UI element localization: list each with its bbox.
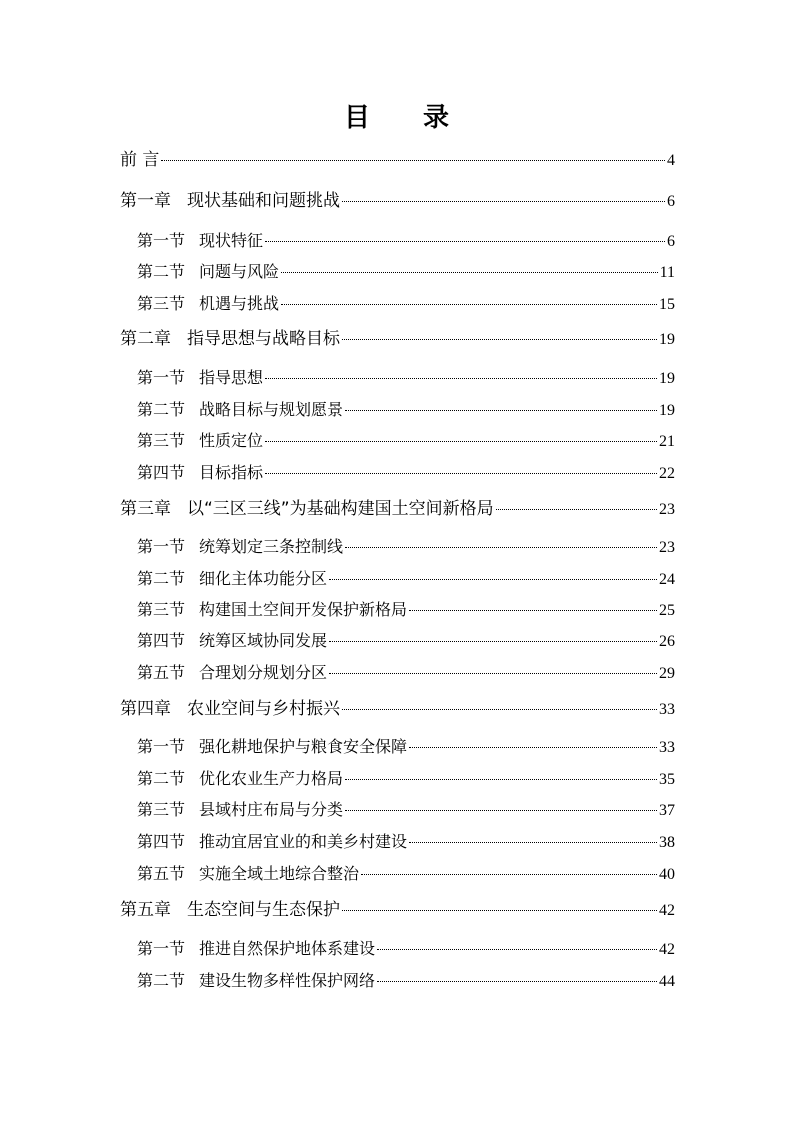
toc-entry-number: 第一节 <box>137 537 186 556</box>
toc-page-number: 37 <box>659 802 675 819</box>
toc-entry-label <box>137 937 375 961</box>
toc-entry-number: 第五节 <box>137 663 186 682</box>
toc-section-entry[interactable] <box>137 229 675 253</box>
toc-entry-title: 构建国土空间开发保护新格局 <box>199 600 408 619</box>
toc-page-number: 15 <box>659 296 675 313</box>
dot-leader <box>342 338 657 340</box>
toc-entry-title: 农业空间与乡村振兴 <box>187 699 340 719</box>
toc-chapter-entry[interactable] <box>120 898 675 922</box>
toc-section-entry[interactable] <box>137 292 675 316</box>
toc-entry-number: 第五章 <box>120 900 171 920</box>
toc-page-number: 25 <box>659 602 675 619</box>
toc-entry-label <box>137 398 343 422</box>
dot-leader <box>265 440 657 442</box>
toc-chapter-entry[interactable] <box>120 497 675 521</box>
toc-entry-number: 第二章 <box>120 329 171 349</box>
dot-leader <box>265 377 657 379</box>
toc-page-number: 33 <box>659 739 675 756</box>
dot-leader <box>345 778 657 780</box>
dot-leader <box>361 873 657 875</box>
toc-chapter-entry[interactable] <box>120 189 675 213</box>
toc-entry-title: 推进自然保护地体系建设 <box>199 939 376 958</box>
toc-entry-title: 性质定位 <box>199 431 264 450</box>
toc-entry-number: 第二节 <box>137 971 186 990</box>
toc-entry-label <box>137 260 279 284</box>
toc-entry-label <box>137 735 407 759</box>
dot-leader <box>409 841 657 843</box>
dot-leader <box>342 909 657 911</box>
toc-entry-title: 合理划分规划分区 <box>199 663 328 682</box>
toc-entry-label <box>120 697 340 721</box>
toc-entry-number: 第一节 <box>137 939 186 958</box>
toc-section-entry[interactable] <box>137 567 675 591</box>
toc-section-entry[interactable] <box>137 398 675 422</box>
toc-entry-number: 第三节 <box>137 800 186 819</box>
toc-entry-number: 第二节 <box>137 569 186 588</box>
dot-leader <box>161 159 665 161</box>
toc-page-number: 33 <box>659 701 675 718</box>
toc-page-number: 19 <box>659 370 675 387</box>
toc-section-entry[interactable] <box>137 735 675 759</box>
dot-leader <box>345 546 657 548</box>
toc-section-entry[interactable] <box>137 535 675 559</box>
toc-entry-label <box>137 567 327 591</box>
toc-entry-number: 第一节 <box>137 231 186 250</box>
toc-chapter-entry[interactable] <box>120 148 675 172</box>
toc-entry-title: 建设生物多样性保护网络 <box>199 971 376 990</box>
toc-section-entry[interactable] <box>137 366 675 390</box>
toc-entry-label <box>137 969 375 993</box>
toc-entry-title: 细化主体功能分区 <box>199 569 328 588</box>
toc-entry-number: 第三节 <box>137 431 186 450</box>
toc-page-number: 11 <box>659 264 675 281</box>
toc-entry-number: 第五节 <box>137 864 186 883</box>
toc-section-entry[interactable] <box>137 260 675 284</box>
toc-entry-label <box>137 661 327 685</box>
dot-leader <box>342 200 665 202</box>
toc-page-number: 42 <box>659 902 675 919</box>
toc-section-entry[interactable] <box>137 830 675 854</box>
dot-leader <box>496 508 657 510</box>
toc-entry-title: 强化耕地保护与粮食安全保障 <box>199 737 408 756</box>
toc-entry-label <box>137 767 343 791</box>
toc-entry-title: 县域村庄布局与分类 <box>199 800 344 819</box>
dot-leader <box>409 609 657 611</box>
dot-leader <box>342 708 657 710</box>
toc-page-number: 6 <box>667 193 675 210</box>
toc-page-number: 4 <box>667 152 675 169</box>
toc-entry-number: 第四章 <box>120 699 171 719</box>
toc-page-number: 38 <box>659 834 675 851</box>
toc-page-number: 26 <box>659 633 675 650</box>
dot-leader <box>345 409 657 411</box>
toc-page-number: 21 <box>659 433 675 450</box>
toc-entry-number: 第三节 <box>137 600 186 619</box>
toc-section-entry[interactable] <box>137 798 675 822</box>
toc-entry-label <box>137 535 343 559</box>
toc-entry-title: 优化农业生产力格局 <box>199 769 344 788</box>
toc-entry-number: 第一节 <box>137 368 186 387</box>
toc-page-number: 19 <box>659 331 675 348</box>
toc-entry-number: 第四节 <box>137 832 186 851</box>
toc-page-number: 35 <box>659 771 675 788</box>
toc-page-number: 6 <box>667 233 675 250</box>
toc-chapter-entry[interactable] <box>120 697 675 721</box>
toc-entry-title: 统筹划定三条控制线 <box>199 537 344 556</box>
toc-entry-number: 第二节 <box>137 769 186 788</box>
toc-page-number: 23 <box>659 501 675 518</box>
toc-section-entry[interactable] <box>137 461 675 485</box>
toc-entry-label <box>137 461 263 485</box>
toc-section-entry[interactable] <box>137 862 675 886</box>
toc-section-entry[interactable] <box>137 598 675 622</box>
toc-entry-title: 实施全域土地综合整治 <box>199 864 360 883</box>
toc-entry-label <box>137 629 327 653</box>
toc-entry-title: 问题与风险 <box>199 262 280 281</box>
toc-page-number: 24 <box>659 571 675 588</box>
toc-entry-label <box>137 798 343 822</box>
dot-leader <box>281 271 658 273</box>
dot-leader <box>329 672 657 674</box>
toc-entry-title: 战略目标与规划愿景 <box>199 400 344 419</box>
toc-page-number: 44 <box>659 973 675 990</box>
toc-entry-number: 第三章 <box>120 499 171 519</box>
toc-entry-number: 第三节 <box>137 294 186 313</box>
toc-entry-title: 目标指标 <box>199 463 264 482</box>
toc-page-number: 40 <box>659 866 675 883</box>
toc-section-entry[interactable] <box>137 429 675 453</box>
toc-entry-number: 第四节 <box>137 463 186 482</box>
toc-entry-title: 机遇与挑战 <box>199 294 280 313</box>
page-title: 目 录 <box>343 103 472 133</box>
toc-entry-label <box>120 189 340 213</box>
toc-entry-title: 以“三区三线”为基础构建国土空间新格局 <box>187 499 494 519</box>
toc-entry-title: 现状基础和问题挑战 <box>187 191 340 211</box>
toc-section-entry[interactable] <box>137 767 675 791</box>
toc-entry-label <box>137 598 407 622</box>
toc-entry-label <box>137 292 279 316</box>
toc-entry-label <box>120 898 340 922</box>
toc-section-entry[interactable] <box>137 661 675 685</box>
toc-page-number: 22 <box>659 465 675 482</box>
toc-entry-title: 统筹区域协同发展 <box>199 631 328 650</box>
toc-entry-label <box>137 366 263 390</box>
toc-entry-number: 第四节 <box>137 631 186 650</box>
toc-entry-title: 生态空间与生态保护 <box>187 900 340 920</box>
toc-page-number: 42 <box>659 941 675 958</box>
toc-entry-number: 第一章 <box>120 191 171 211</box>
toc-entry-title: 推动宜居宜业的和美乡村建设 <box>199 832 408 851</box>
toc-entry-number: 第二节 <box>137 262 186 281</box>
toc-page-number: 29 <box>659 665 675 682</box>
dot-leader <box>377 948 657 950</box>
dot-leader <box>329 640 657 642</box>
dot-leader <box>409 746 657 748</box>
toc-entry-label <box>120 497 494 521</box>
toc-entry-label <box>137 862 359 886</box>
toc-entry-label <box>137 830 407 854</box>
toc-entry-label <box>120 148 159 172</box>
toc-entry-title: 指导思想 <box>199 368 264 387</box>
dot-leader <box>265 240 665 242</box>
toc-entry-label <box>137 429 263 453</box>
dot-leader <box>281 303 657 305</box>
toc-page-number: 19 <box>659 402 675 419</box>
toc-section-entry[interactable] <box>137 629 675 653</box>
toc-entry-number: 第一节 <box>137 737 186 756</box>
toc-section-entry[interactable] <box>137 969 675 993</box>
toc-entry-label <box>137 229 263 253</box>
dot-leader <box>265 472 657 474</box>
toc-chapter-entry[interactable] <box>120 327 675 351</box>
dot-leader <box>377 980 657 982</box>
toc-entry-label <box>120 327 340 351</box>
toc-entry-number: 前 言 <box>120 150 160 170</box>
toc-entry-title: 现状特征 <box>199 231 264 250</box>
toc-entry-number: 第二节 <box>137 400 186 419</box>
toc-entry-title: 指导思想与战略目标 <box>187 329 340 349</box>
dot-leader <box>345 809 657 811</box>
toc-page-number: 23 <box>659 539 675 556</box>
toc-section-entry[interactable] <box>137 937 675 961</box>
dot-leader <box>329 578 657 580</box>
